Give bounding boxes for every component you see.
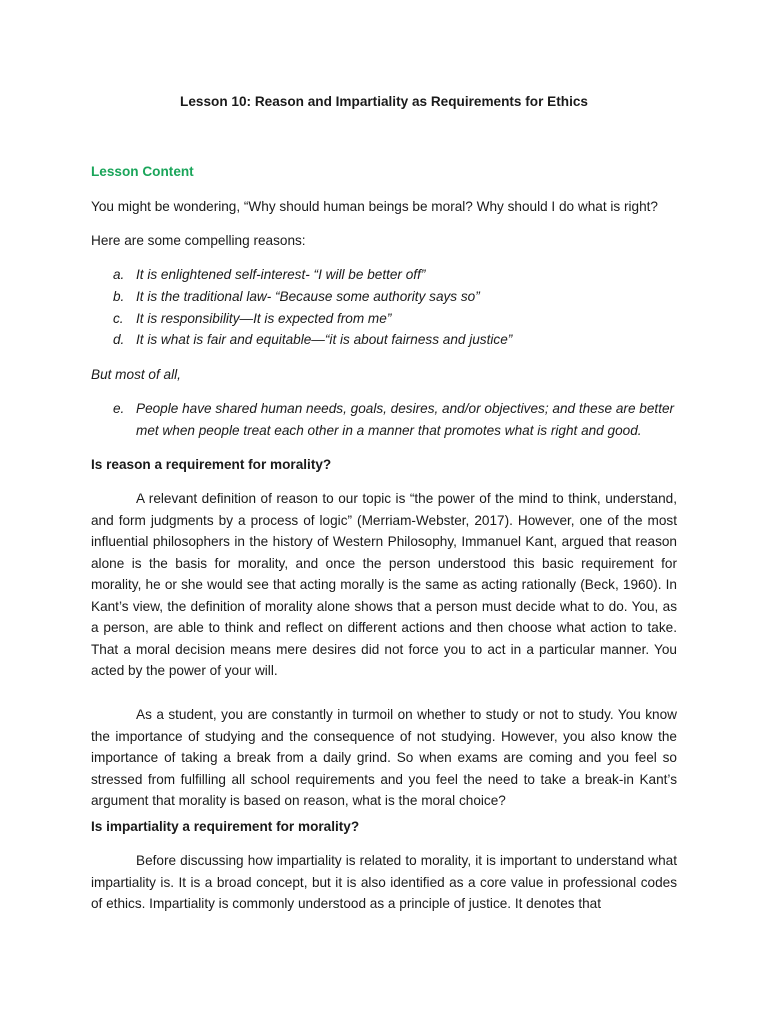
- heading-reason: Is reason a requirement for morality?: [91, 457, 332, 472]
- section-heading: Lesson Content: [91, 164, 194, 179]
- heading-impartiality: Is impartiality a requirement for morality?: [91, 819, 360, 834]
- list-item: d. It is what is fair and equitable—“it is about fairness and justice”: [113, 332, 513, 348]
- list-item: a. It is enlightened self-interest- “I will be better off”: [113, 267, 426, 282]
- page-title: Lesson 10: Reason and Impartiality as Requirements for Ethics: [180, 94, 588, 109]
- document-body: [91, 92, 677, 911]
- list-item: b. It is the traditional law- “Because some authority says so”: [113, 288, 480, 304]
- reason-e: [91, 398, 677, 441]
- reasons-list: [91, 264, 677, 351]
- most-of-all-text: But most of all,: [91, 367, 181, 382]
- paragraph-reason-2: As a student, you are constantly in turmoil on whether to study or not to study. You know the importance of studying and the consequence of not studying. However, you also know the importance of taking a break from a daily grind. So when exams are coming and you feel so stressed from fulfilling all school requirements and you feel the need to take a break-in Kant’s argument that morality is based on reason, what is the moral choice?: [91, 707, 677, 808]
- list-item: c. It is responsibility—It is expected from me”: [113, 310, 392, 326]
- reasons-lead: Here are some compelling reasons:: [91, 233, 306, 248]
- intro-question: You might be wondering, “Why should human beings be moral? Why should I do what is right?: [91, 199, 658, 214]
- paragraph-impartiality: Before discussing how impartiality is related to morality, it is important to understand what impartiality is. It is a broad concept, but it is also identified as a core value in professional codes of ethics. Impartiality is commonly understood as a principle of justice. It denotes that: [91, 853, 677, 911]
- list-item: e. People have shared human needs, goals, desires, and/or objectives; and these are better met when people treat each other in a manner that promotes what is right and good.: [113, 401, 675, 438]
- paragraph-reason-1: A relevant definition of reason to our topic is “the power of the mind to think, understand, and form judgments by a process of logic” (Merriam-Webster, 2017). However, one of the most influential philosophers in the history of Western Philosophy, Immanuel Kant, argued that reason alone is the basis for morality, and once the person understood this basic requirement for morality, he or she would see that acting morally is the same as acting rationally (Beck, 1960). In Kant’s view, the definition of morality alone shows that a person must decide what to do. You, as a person, are able to think and reflect on different actions and then choose what action to take. That a moral decision means mere desires did not force you to act in a particular manner. You acted by the power of your will.: [91, 491, 677, 678]
